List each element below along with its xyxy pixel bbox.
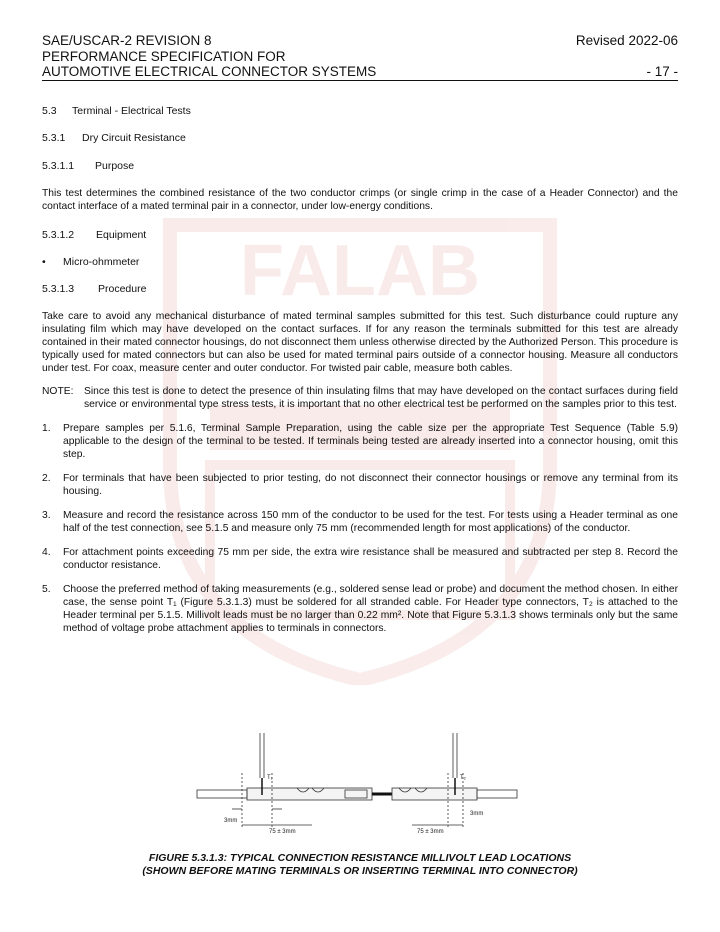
page-number: - 17 -: [646, 64, 678, 79]
header-line-2: PERFORMANCE SPECIFICATION FOR: [42, 48, 286, 64]
revised-date: Revised 2022-06: [575, 33, 678, 48]
section-heading: 5.3 Terminal - Electrical Tests: [42, 104, 191, 117]
page-header: [42, 33, 678, 81]
right-terminal: [392, 788, 477, 800]
figure-millivolt-leads: [187, 733, 519, 838]
watermark-text: FALAB: [240, 231, 480, 311]
section-heading: 5.3.1.1 Purpose: [42, 159, 135, 172]
list-item: 4. For attachment points exceeding 75 mm per side, the extra wire resistance shall be measured and subtracted per step 8. Record the conductor resistance.: [42, 546, 678, 571]
list-item: 2. For terminals that have been subjected to prior testing, do not disconnect their connector housings or remove any terminal from its housing.: [42, 472, 678, 497]
list-item: 5. Choose the preferred method of taking measurements (e.g., soldered sense lead or probe) and document the method chosen. In either case, the sense point T₁ (Figure 5.3.1.3) must be soldered for all stranded cable. For Header type connectors, T₂ is attached to the Header terminal per 5.1.5. Millivolt leads must be no larger than 0.22 mm². Note that Figure 5.3.1.3 shows terminals only but the same method of voltage probe attachment applies to terminals in connectors.: [42, 583, 678, 634]
figure-caption: [42, 852, 678, 878]
list-item: 3. Measure and record the resistance across 150 mm of the conductor to be used for the test. For tests using a Header terminal as one half of the test connection, see 5.1.5 and measure only 75 mm (recommended length for most applications) of the conductor.: [42, 509, 678, 534]
section-heading: 5.3.1.2 Equipment: [42, 228, 147, 241]
t1-label: T₁: [267, 775, 273, 781]
note: [42, 385, 678, 411]
doc-title: SAE/USCAR-2 REVISION 8: [42, 33, 212, 48]
section-heading: 5.3.1.3 Procedure: [42, 282, 147, 295]
bullet-icon: •: [42, 255, 46, 268]
document-page: [42, 33, 678, 635]
note-text: Since this test is done to detect the presence of thin insulating films that may have developed on the contact surfaces during field service or environmental type stress tests, it is important that no other electrical test be performed on the samples prior to this test.: [84, 385, 678, 410]
caption-line-1: FIGURE 5.3.1.3: TYPICAL CONNECTION RESISTANCE MILLIVOLT LEAD LOCATIONS: [148, 852, 572, 864]
note-label: NOTE:: [42, 385, 74, 397]
t2-label: T₂: [460, 775, 466, 781]
left-3mm-label: 3mm: [224, 818, 238, 824]
caption-line-2: (SHOWN BEFORE MATING TERMINALS OR INSERTING TERMINAL INTO CONNECTOR): [142, 865, 578, 877]
left-75mm-label: 75 ± 3mm: [269, 829, 296, 835]
right-75mm-label: 75 ± 3mm: [417, 829, 444, 835]
procedure-paragraph: Take care to avoid any mechanical disturbance of mated terminal samples submitted for this test. Such disturbance could rupture any insulating film which may have developed on the contact surfaces. If for any reason the terminals submitted for this test are already contained in their mated connector housings, do not disconnect them unless otherwise directed by the Authorized Person. This procedure is typically used for mated connectors but can also be used for mated terminal pairs outside of a connector housing. Measure all conductors under test. For coax, measure center and outer conductor. For twisted pair cable, measure both cables.: [42, 310, 678, 374]
right-3mm-label: 3mm: [470, 811, 484, 817]
purpose-paragraph: This test determines the combined resistance of the two conductor crimps (or single crimp in the case of a Header Connector) and the contact interface of a mated terminal pair in a connector, under low-energy conditions.: [42, 187, 678, 212]
header-line-3: AUTOMOTIVE ELECTRICAL CONNECTOR SYSTEMS: [42, 64, 377, 79]
section-heading: 5.3.1 Dry Circuit Resistance: [42, 131, 186, 144]
list-item: 1. Prepare samples per 5.1.6, Terminal Sample Preparation, using the cable size per the appropriate Test Sequence (Table 5.9) applicable to the design of the terminal to be tested. If terminals being tested are already inserted into a connector housing, omit this step.: [42, 422, 678, 460]
list-item: • Micro-ohmmeter: [42, 255, 140, 268]
